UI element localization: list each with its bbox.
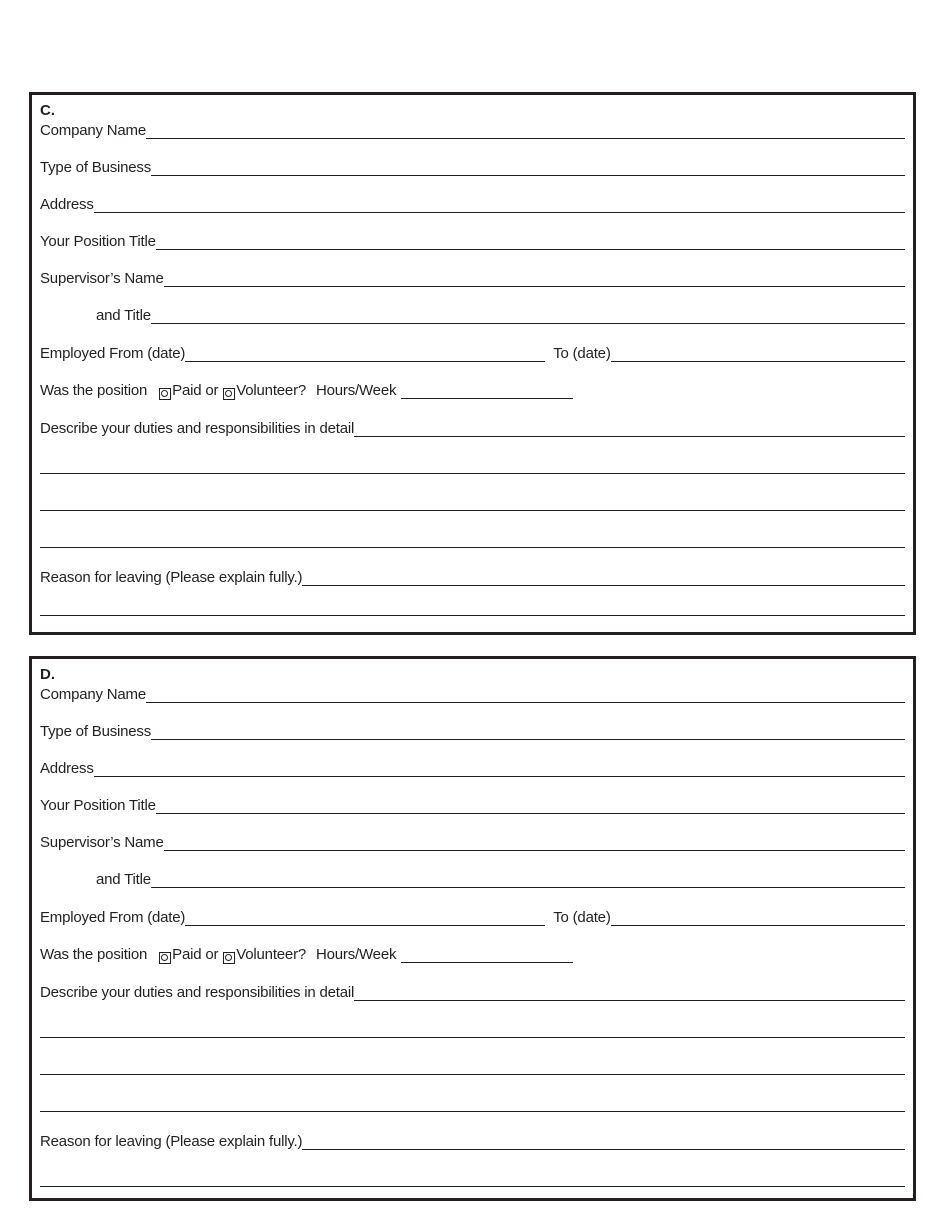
was-position-label: Was the position [40,946,148,963]
company-name-row [40,684,905,704]
address-field[interactable] [94,776,905,777]
reason-leaving-field[interactable] [302,585,905,586]
type-of-business-row [40,721,905,741]
company-name-label: Company Name [40,122,146,139]
supervisor-title-label: and Title [96,871,151,888]
to-date-field[interactable] [611,361,905,362]
reason-leaving-row [40,1131,905,1151]
duties-line-3 [40,1056,905,1076]
paid-radio[interactable] [159,388,171,400]
hours-week-label: Hours/Week [316,382,397,399]
duties-label: Describe your duties and responsibilities in detail [40,984,355,1001]
paid-or-label: Paid or [172,382,219,399]
reason-leaving-line-2 [40,597,905,617]
duties-label: Describe your duties and responsibilities in detail [40,420,355,437]
reason-leaving-field-line[interactable] [40,1186,905,1187]
supervisor-title-row [40,869,905,889]
supervisor-name-label: Supervisor’s Name [40,834,164,851]
reason-leaving-row [40,567,905,587]
company-name-field[interactable] [146,138,905,139]
volunteer-label: Volunteer? [236,382,307,399]
position-title-label: Your Position Title [40,233,156,250]
section-letter: D. [40,666,55,683]
duties-line-4 [40,529,905,549]
supervisor-name-field[interactable] [164,286,905,287]
employment-dates-row [40,907,905,927]
type-of-business-label: Type of Business [40,159,152,176]
position-type-row [40,380,905,400]
type-of-business-label: Type of Business [40,723,152,740]
supervisor-name-row [40,832,905,852]
type-of-business-row [40,157,905,177]
position-title-label: Your Position Title [40,797,156,814]
position-title-row [40,231,905,251]
duties-field-line[interactable] [40,473,905,474]
duties-field-line[interactable] [40,547,905,548]
employed-from-label: Employed From (date) [40,909,186,926]
volunteer-radio[interactable] [223,952,235,964]
paid-radio[interactable] [159,952,171,964]
section-letter: C. [40,102,55,119]
to-date-label: To (date) [553,909,611,926]
employment-section-c [29,92,916,635]
address-row [40,758,905,778]
position-type-row [40,944,905,964]
hours-week-label: Hours/Week [316,946,397,963]
employed-from-field[interactable] [185,925,545,926]
company-name-row [40,120,905,140]
employment-dates-row [40,343,905,363]
reason-leaving-label: Reason for leaving (Please explain fully.) [40,1133,303,1150]
hours-week-field[interactable] [401,398,573,399]
reason-leaving-field[interactable] [302,1149,905,1150]
company-name-label: Company Name [40,686,146,703]
to-date-label: To (date) [553,345,611,362]
reason-leaving-label: Reason for leaving (Please explain fully.) [40,569,303,586]
address-row [40,194,905,214]
paid-or-label: Paid or [172,946,219,963]
supervisor-name-row [40,268,905,288]
duties-line-4 [40,1093,905,1113]
duties-line-2 [40,1019,905,1039]
supervisor-name-label: Supervisor’s Name [40,270,164,287]
supervisor-title-field[interactable] [151,323,905,324]
volunteer-label: Volunteer? [236,946,307,963]
supervisor-title-label: and Title [96,307,151,324]
address-label: Address [40,760,94,777]
address-field[interactable] [94,212,905,213]
duties-row [40,982,905,1002]
position-title-field[interactable] [156,249,905,250]
duties-field-line[interactable] [40,510,905,511]
volunteer-radio[interactable] [223,388,235,400]
supervisor-name-field[interactable] [164,850,905,851]
duties-field-line[interactable] [40,1111,905,1112]
duties-line-3 [40,492,905,512]
employment-section-d [29,656,916,1201]
to-date-field[interactable] [611,925,905,926]
position-title-row [40,795,905,815]
supervisor-title-field[interactable] [151,887,905,888]
duties-field[interactable] [354,436,905,437]
address-label: Address [40,196,94,213]
type-of-business-field[interactable] [151,739,905,740]
reason-leaving-field-line[interactable] [40,615,905,616]
duties-line-2 [40,455,905,475]
type-of-business-field[interactable] [151,175,905,176]
supervisor-title-row [40,305,905,325]
duties-field-line[interactable] [40,1074,905,1075]
duties-field[interactable] [354,1000,905,1001]
reason-leaving-line-2 [40,1168,905,1188]
employed-from-field[interactable] [185,361,545,362]
hours-week-field[interactable] [401,962,573,963]
duties-field-line[interactable] [40,1037,905,1038]
was-position-label: Was the position [40,382,148,399]
duties-row [40,418,905,438]
company-name-field[interactable] [146,702,905,703]
employed-from-label: Employed From (date) [40,345,186,362]
position-title-field[interactable] [156,813,905,814]
